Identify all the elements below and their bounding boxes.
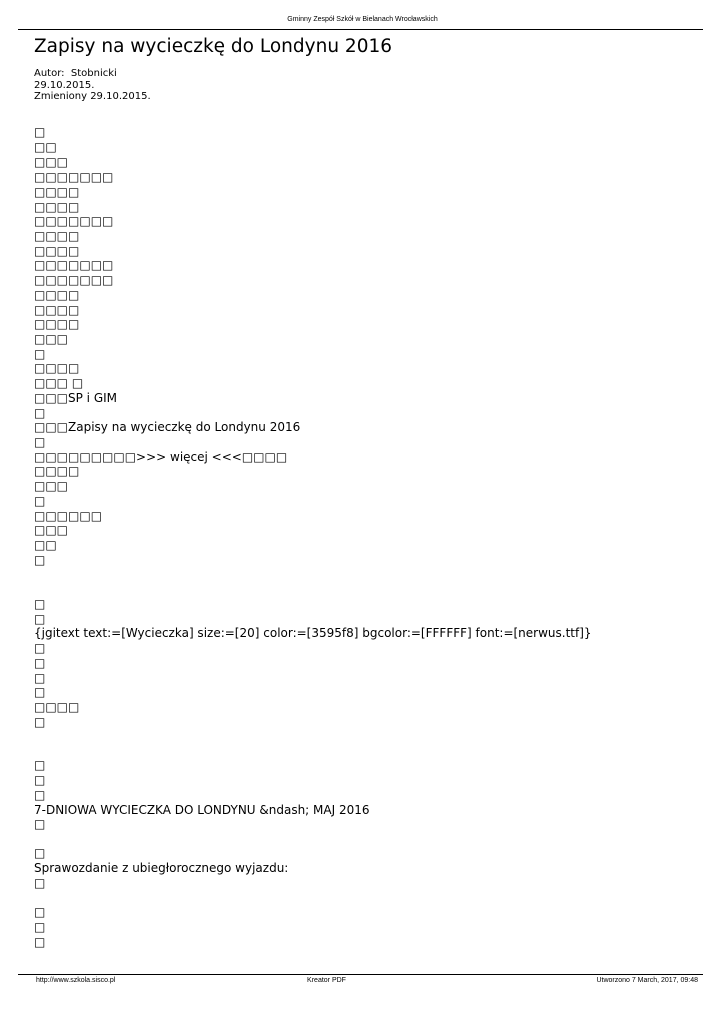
body-line: □□□ xyxy=(34,479,69,493)
body-line: □□□ □ xyxy=(34,376,84,390)
body-line: □□□□ xyxy=(34,700,80,714)
body-line: □□□□ xyxy=(34,317,80,331)
body-line: □ xyxy=(34,553,46,567)
footer-generator: Kreator PDF xyxy=(307,977,346,984)
body-line: □ xyxy=(34,920,46,934)
body-line: □□ xyxy=(34,140,57,154)
body-line: □ xyxy=(34,685,46,699)
body-line: □□□ xyxy=(34,155,69,169)
body-line: □□□□ xyxy=(34,185,80,199)
body-line: {jgitext text:=[Wycieczka] size:=[20] color:=[3595f8] bgcolor:=[FFFFFF] font:=[nerwus.ttf]} xyxy=(34,626,592,640)
body-line: □□□□□□□ xyxy=(34,273,114,287)
author-line: Autor: Stobnicki xyxy=(34,68,117,79)
body-line: □□□□□□□ xyxy=(34,258,114,272)
body-line: □ xyxy=(34,347,46,361)
body-line: □□□□ xyxy=(34,464,80,478)
body-line: □ xyxy=(34,656,46,670)
date-line: 29.10.2015. xyxy=(34,79,95,91)
body-line: □ xyxy=(34,935,46,949)
article-meta xyxy=(34,68,151,103)
body-line: □□□□□□□□□>>> więcej <<<□□□□ xyxy=(34,450,288,464)
page-header: Gminny Zespół Szkół w Bielanach Wrocławskich xyxy=(287,16,438,23)
body-line: □□□□□□ xyxy=(34,509,103,523)
footer-url[interactable]: http://www.szkola.sisco.pl xyxy=(36,977,116,984)
body-line: □□□□ xyxy=(34,288,80,302)
body-line: □□□□ xyxy=(34,361,80,375)
footer-divider xyxy=(18,974,703,975)
article-title: Zapisy na wycieczkę do Londynu 2016 xyxy=(34,36,393,57)
body-line: □□□□ xyxy=(34,200,80,214)
body-line: □ xyxy=(34,773,46,787)
body-line: □ xyxy=(34,612,46,626)
body-line: □□□ xyxy=(34,523,69,537)
body-line: □ xyxy=(34,597,46,611)
body-line: □ xyxy=(34,125,46,139)
body-line: □ xyxy=(34,788,46,802)
body-line: □□□SP i GIM xyxy=(34,391,118,405)
body-line: □ xyxy=(34,435,46,449)
body-line: □ xyxy=(34,494,46,508)
body-line: Sprawozdanie z ubiegłorocznego wyjazdu: xyxy=(34,861,289,875)
body-line: □ xyxy=(34,406,46,420)
body-line: □□□□ xyxy=(34,244,80,258)
body-line: □ xyxy=(34,758,46,772)
body-line: □□ xyxy=(34,538,57,552)
modified-line: Zmieniony 29.10.2015. xyxy=(34,91,151,102)
body-line: □ xyxy=(34,817,46,831)
header-divider xyxy=(18,29,703,30)
body-line: □□□Zapisy na wycieczkę do Londynu 2016 xyxy=(34,420,301,434)
body-line: □ xyxy=(34,846,46,860)
body-line: □□□ xyxy=(34,332,69,346)
body-line: □ xyxy=(34,905,46,919)
body-line: □□□□ xyxy=(34,229,80,243)
body-line: □ xyxy=(34,876,46,890)
body-line: □ xyxy=(34,641,46,655)
body-line: □□□□□□□ xyxy=(34,170,114,184)
body-line: 7-DNIOWA WYCIECZKA DO LONDYNU &ndash; MAJ 2016 xyxy=(34,803,370,817)
body-line: □□□□□□□ xyxy=(34,214,114,228)
body-line: □ xyxy=(34,671,46,685)
body-line: □□□□ xyxy=(34,303,80,317)
footer-created: Utworzono 7 March, 2017, 09:48 xyxy=(596,977,698,984)
body-line: □ xyxy=(34,715,46,729)
